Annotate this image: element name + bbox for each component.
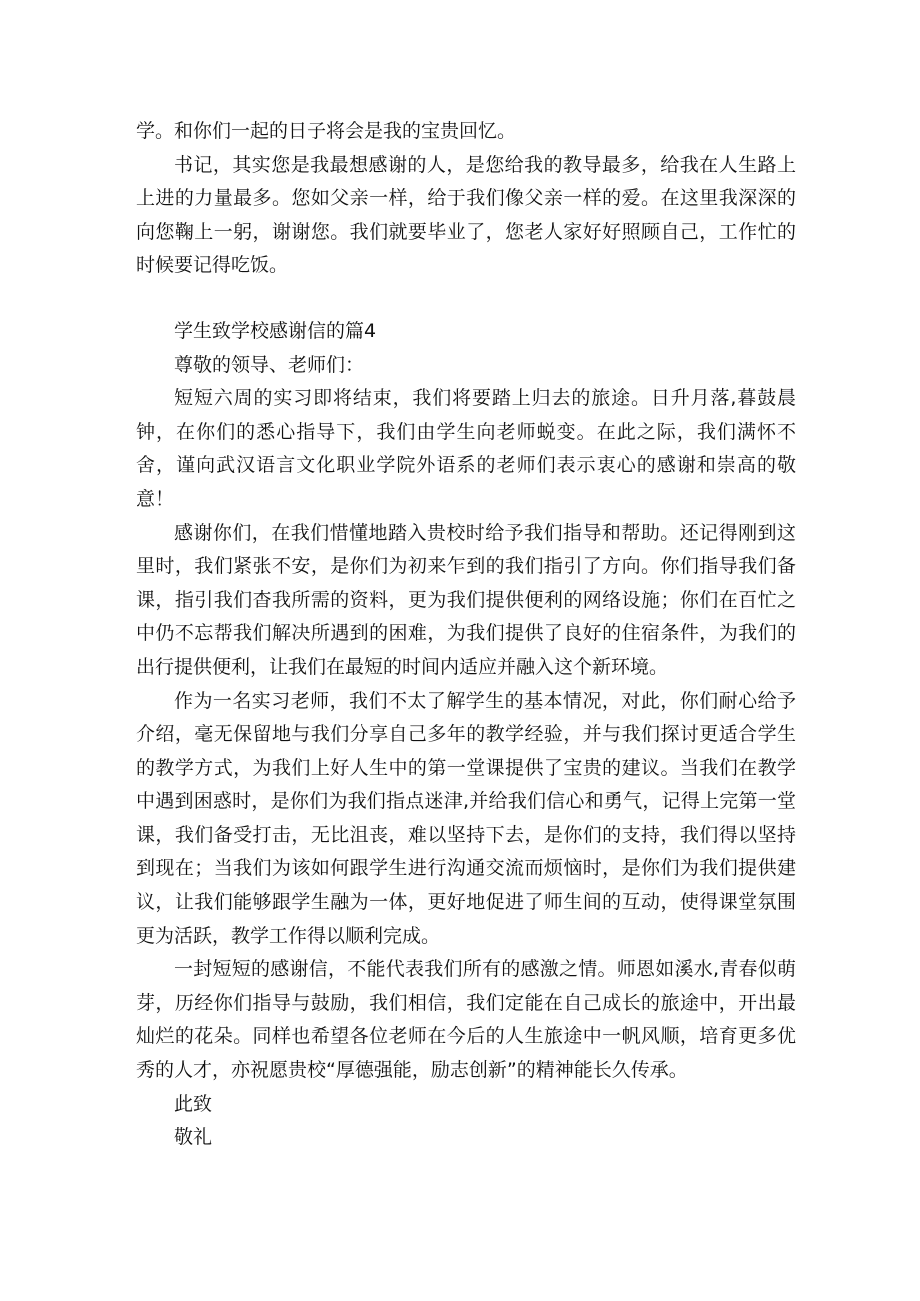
body-paragraph-4: 一封短短的感谢信，不能代表我们所有的感激之情。师恩如溪水,青春似萌芽，历经你们指导与鼓励，我们相信，我们定能在自己成长的旅途中，开出最灿烂的花朵。同样也希望各位老师在今后的人生旅途中一帆风顺，培育更多优秀的人才，亦祝愿贵校“厚德强能，励志创新”的精神能长久传承。 [136,958,796,1082]
document-body [136,115,796,1155]
body-paragraph-2: 感谢你们，在我们惜懂地踏入贵校时给予我们指导和帮助。还记得刚到这里时，我们紧张不安，是你们为初来乍到的我们指引了方向。你们指导我们备课，指引我们杳我所需的资料，更为我们提供便利的网络设施；你们在百忙之中仍不忘帮我们解决所遇到的困难，为我们提供了良好的住宿条件，为我们的出行提供便利，让我们在最短的时间内适应并融入这个新环境。 [136,521,796,678]
closing-line-1: 此致 [174,1092,213,1115]
body-paragraph-1: 短短六周的实习即将结束，我们将要踏上归去的旅途。日升月落,暮鼓晨钟，在你们的悉心指导下，我们由学生向老师蜕变。在此之际，我们满怀不舍，谨向武汉语言文化职业学院外语系的老师们表示衷心的感谢和崇高的敬意！ [136,387,796,510]
salutation: 尊敬的领导、老师们： [174,353,365,376]
body-paragraph-3: 作为一名实习老师，我们不太了解学生的基本情况，对此，你们耐心给予介绍，毫无保留地与我们分享自己多年的教学经验，并与我们探讨更适合学生的教学方式，为我们上好人生中的第一堂课提供了宝贵的建议。当我们在教学中遇到困惑时，是你们为我们指点迷津,并给我们信心和勇气，记得上完第一堂课，我们备受打击，无比沮丧，难以坚持下去，是你们的支持，我们得以坚持到现在；当我们为该如何跟学生进行沟通交流而烦恼时，是你们为我们提供建议，让我们能够跟学生融为一体，更好地促进了师生间的互动，使得课堂氛围更为活跃，教学工作得以顺利完成。 [136,689,796,947]
section-title: 学生致学校感谢信的篇4 [174,319,377,342]
closing-line-2: 敬礼 [174,1126,213,1149]
secretary-paragraph: 书记，其实您是我最想感谢的人，是您给我的教导最多，给我在人生路上上进的力量最多。您如父亲一样，给于我们像父亲一样的爱。在这里我深深的向您鞠上一躬，谢谢您。我们就要毕业了，您老人家好好照顾自己，工作忙的时候要记得吃饭。 [136,153,796,277]
continuation-paragraph: 学。和你们一起的日子将会是我的宝贵回忆。 [136,120,517,142]
